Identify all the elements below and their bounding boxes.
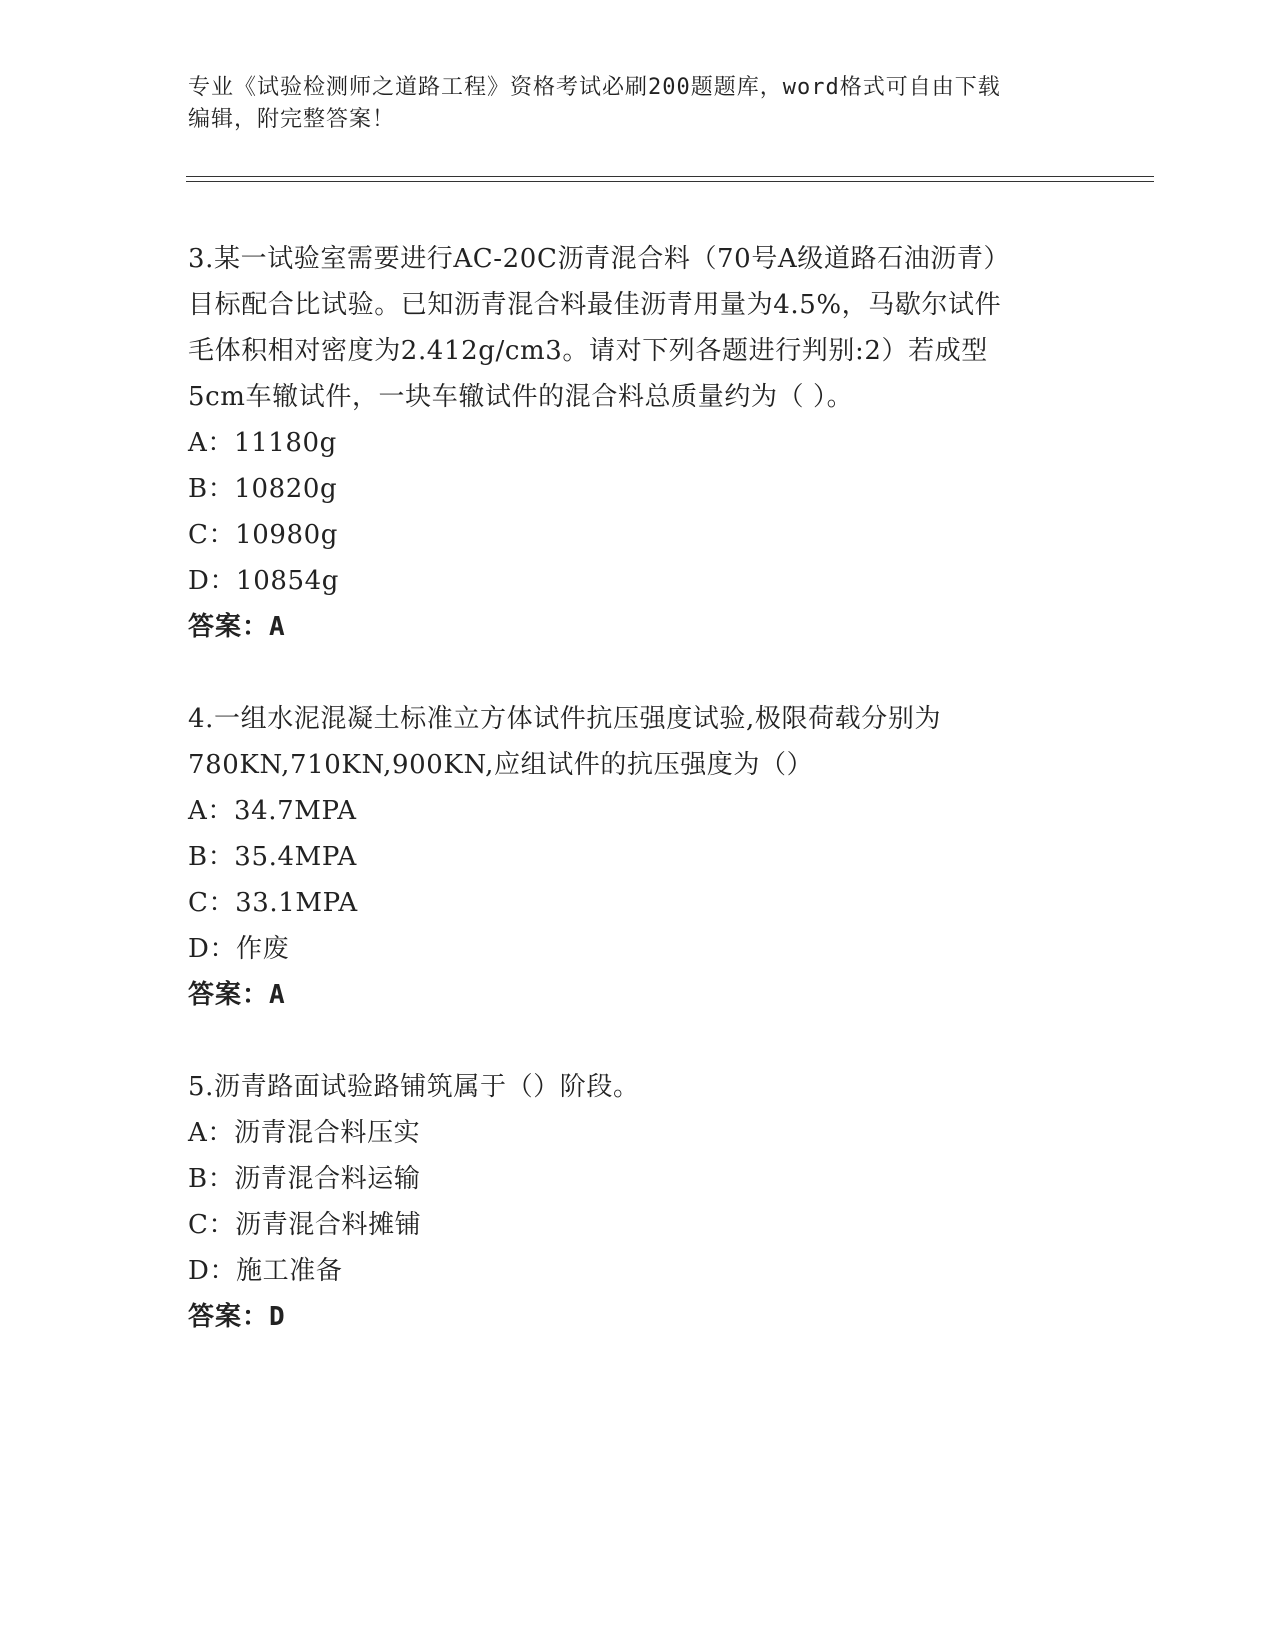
- document-header: [188, 72, 1088, 136]
- question-stem-line: 目标配合比试验。已知沥青混合料最佳沥青用量为4.5%，马歇尔试件: [188, 290, 1002, 320]
- question-3: [188, 236, 1088, 650]
- question-spacer: [188, 650, 1088, 696]
- option-a: A：沥青混合料压实: [188, 1118, 421, 1148]
- question-list: [188, 236, 1088, 1340]
- option-a: A：34.7MPA: [188, 796, 357, 826]
- option-d: D：10854g: [188, 566, 339, 596]
- question-stem-line: 780KN,710KN,900KN,应组试件的抗压强度为（）: [188, 750, 814, 780]
- option-b: B：10820g: [188, 474, 338, 504]
- question-stem-line: 3.某一试验室需要进行AC-20C沥青混合料（70号A级道路石油沥青）: [188, 244, 1011, 274]
- option-b: B：35.4MPA: [188, 842, 357, 872]
- answer-line: 答案：A: [188, 980, 286, 1010]
- header-line: 专业《试验检测师之道路工程》资格考试必刷200题题库，word格式可自由下载: [188, 75, 1001, 100]
- header-divider-bottom: [186, 181, 1154, 182]
- question-spacer: [188, 1018, 1088, 1064]
- option-a: A：11180g: [188, 428, 337, 458]
- question-stem-line: 5.沥青路面试验路铺筑属于（）阶段。: [188, 1072, 640, 1102]
- header-line: 编辑，附完整答案！: [188, 107, 396, 132]
- option-c: C：10980g: [188, 520, 339, 550]
- question-stem-line: 毛体积相对密度为2.412g/cm3。请对下列各题进行判别:2）若成型: [188, 336, 988, 366]
- question-stem-line: 5cm车辙试件，一块车辙试件的混合料总质量约为（ ）。: [188, 382, 854, 412]
- question-5: [188, 1064, 1088, 1340]
- option-d: D：作废: [188, 934, 290, 964]
- option-b: B：沥青混合料运输: [188, 1164, 421, 1194]
- answer-line: 答案：A: [188, 612, 286, 642]
- question-4: [188, 696, 1088, 1018]
- option-c: C：沥青混合料摊铺: [188, 1210, 422, 1240]
- question-stem-line: 4.一组水泥混凝土标准立方体试件抗压强度试验,极限荷载分别为: [188, 704, 942, 734]
- option-c: C：33.1MPA: [188, 888, 358, 918]
- answer-line: 答案：D: [188, 1302, 286, 1332]
- header-divider-top: [186, 176, 1154, 177]
- option-d: D：施工准备: [188, 1256, 343, 1286]
